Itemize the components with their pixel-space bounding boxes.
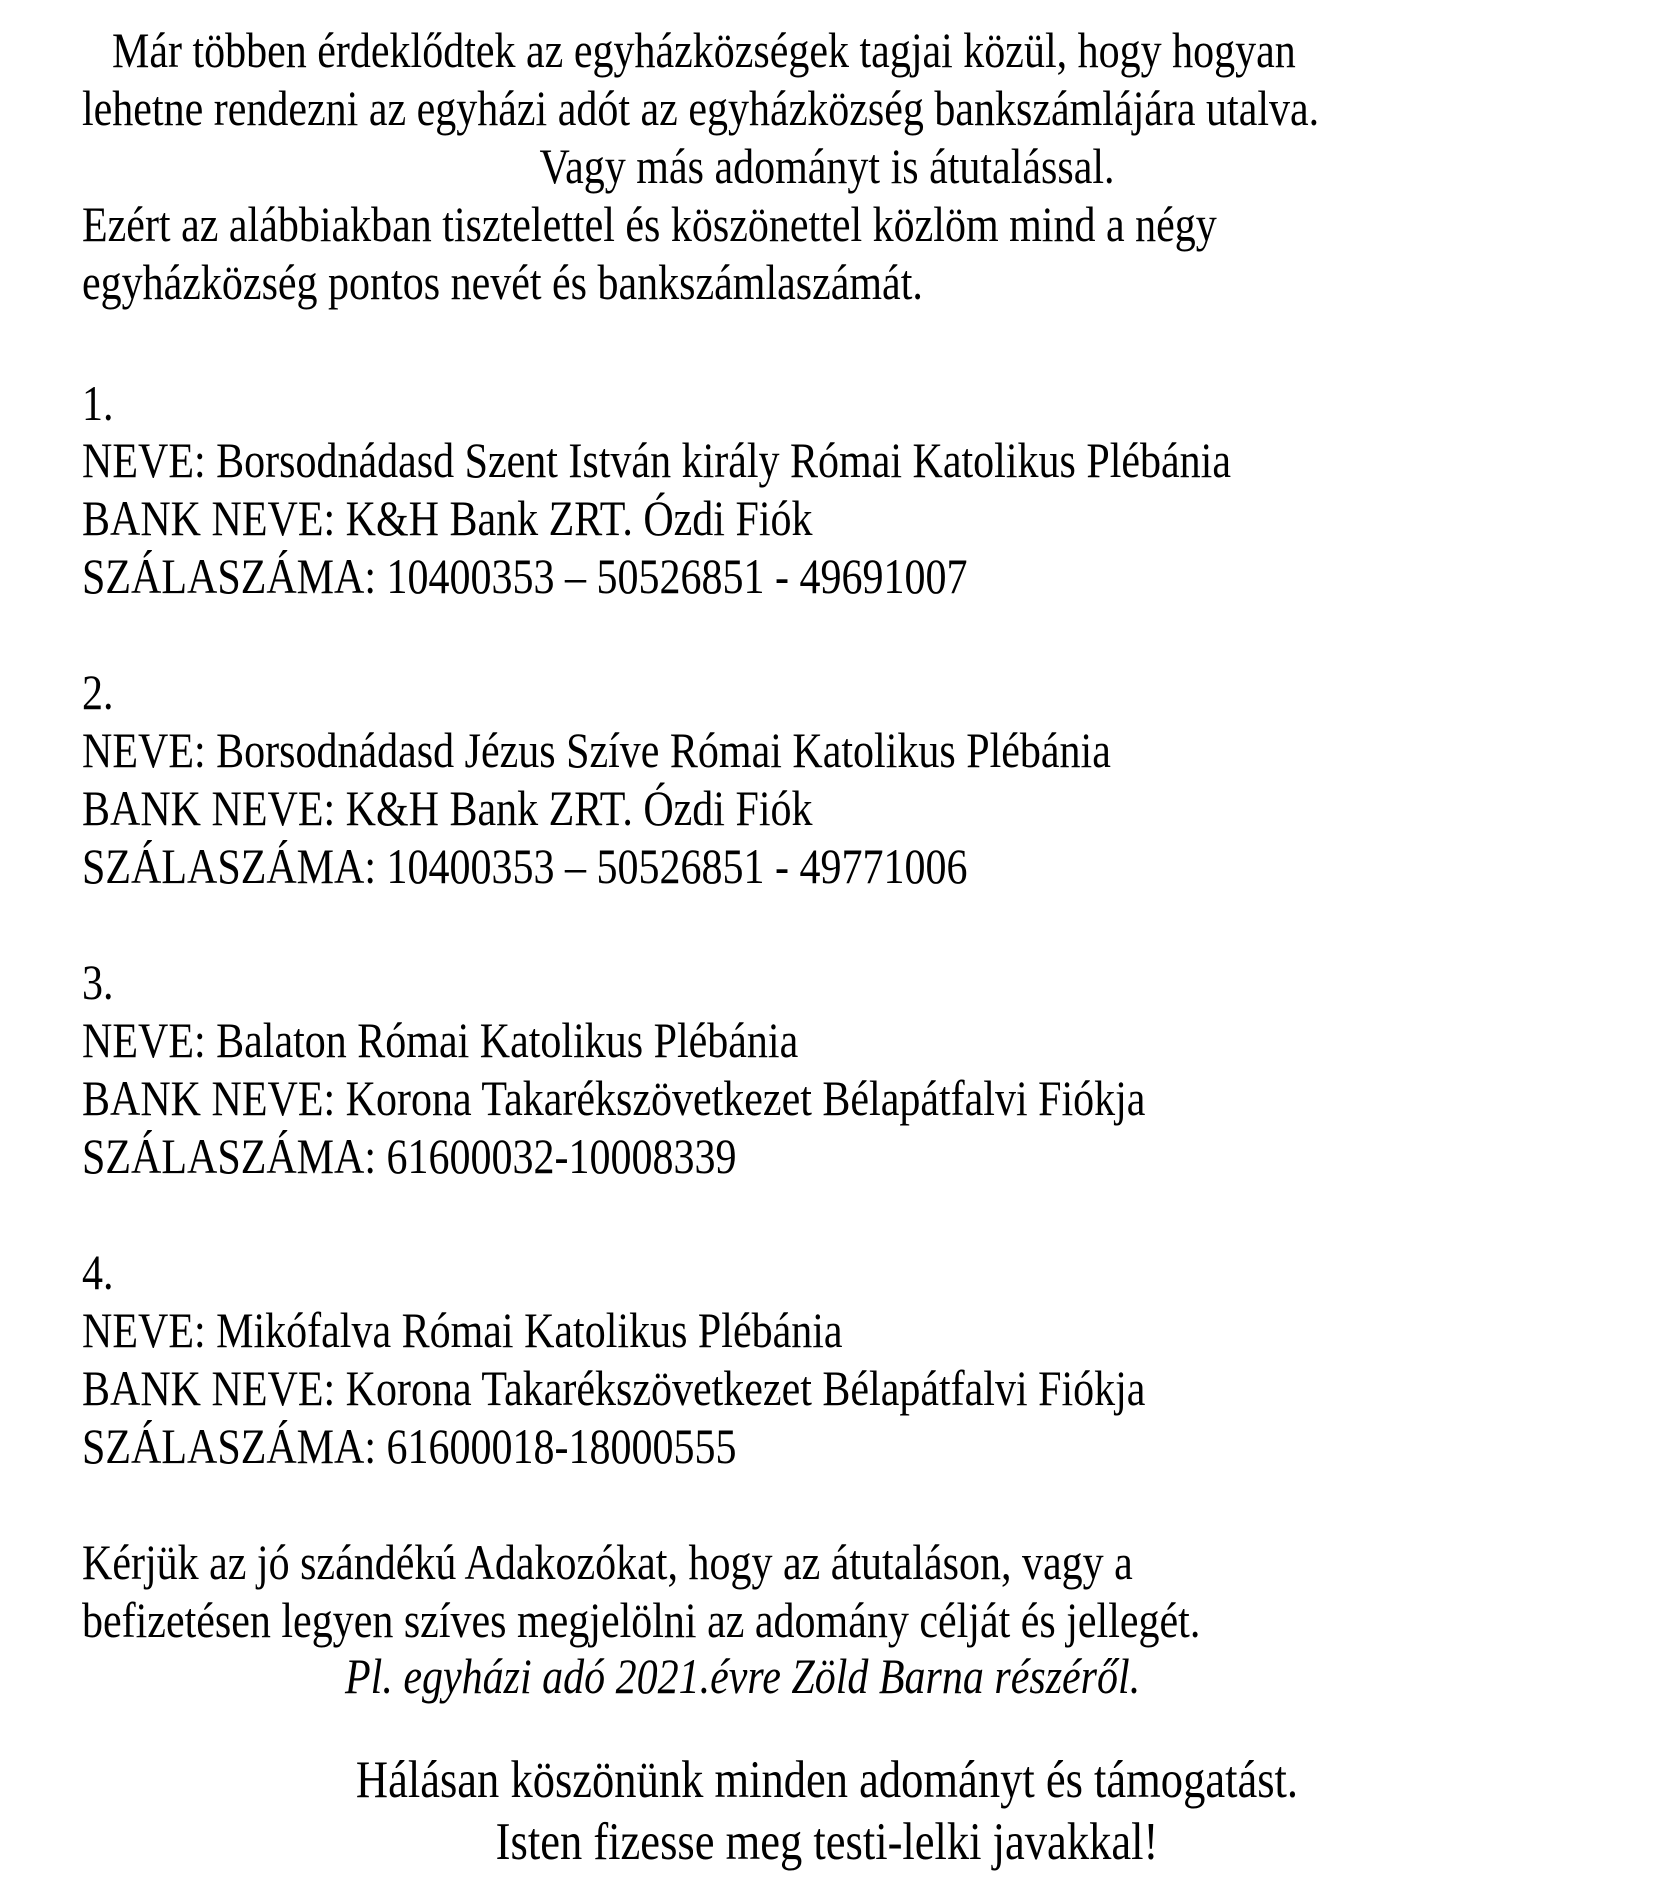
parish-number: 1. [82,375,114,431]
parish-name: NEVE: Borsodnádasd Jézus Szíve Római Katolikus Plébánia [82,722,1111,778]
request-line-2: befizetésen legyen szíves megjelölni az adomány célját és jellegét. [82,1592,1201,1648]
parish-name: NEVE: Balaton Római Katolikus Plébánia [82,1012,799,1068]
intro-line-2: lehetne rendezni az egyházi adót az egyházközség bankszámlájára utalva. [82,80,1320,136]
parish-account-number: SZÁLASZÁMA: 10400353 – 50526851 - 49691007 [82,548,968,604]
parish-account-number: SZÁLASZÁMA: 61600032-10008339 [82,1128,737,1184]
closing-line-2: Isten fizesse meg testi-lelki javakkal! [495,1813,1159,1871]
parish-name: NEVE: Borsodnádasd Szent István király Római Katolikus Plébánia [82,432,1231,488]
parish-account-number: SZÁLASZÁMA: 10400353 – 50526851 - 49771006 [82,838,968,894]
intro-line-1: Már többen érdeklődtek az egyházközségek tagjai közül, hogy hogyan [112,22,1296,78]
intro-line-4: Ezért az alábbiakban tisztelettel és köszönettel közlöm mind a négy [82,196,1217,252]
parish-bank: BANK NEVE: K&H Bank ZRT. Ózdi Fiók [82,490,813,546]
parish-account-number: SZÁLASZÁMA: 61600018-18000555 [82,1418,737,1474]
parish-number: 2. [82,664,114,720]
closing-line-1: Hálásan köszönünk minden adományt és támogatást. [355,1751,1299,1809]
parish-name: NEVE: Mikófalva Római Katolikus Plébánia [82,1302,843,1358]
request-line-1: Kérjük az jó szándékú Adakozókat, hogy az átutaláson, vagy a [82,1534,1133,1590]
parish-bank: BANK NEVE: K&H Bank ZRT. Ózdi Fiók [82,780,813,836]
intro-line-3: Vagy más adományt is átutalással. [539,138,1115,194]
parish-number: 4. [82,1244,114,1300]
parish-number: 3. [82,954,114,1010]
parish-bank: BANK NEVE: Korona Takarékszövetkezet Bélapátfalvi Fiókja [82,1360,1146,1416]
parish-bank: BANK NEVE: Korona Takarékszövetkezet Bélapátfalvi Fiókja [82,1070,1146,1126]
intro-line-5: egyházközség pontos nevét és bankszámlaszámát. [82,254,923,310]
request-example: Pl. egyházi adó 2021.évre Zöld Barna részéről. [345,1648,1141,1704]
